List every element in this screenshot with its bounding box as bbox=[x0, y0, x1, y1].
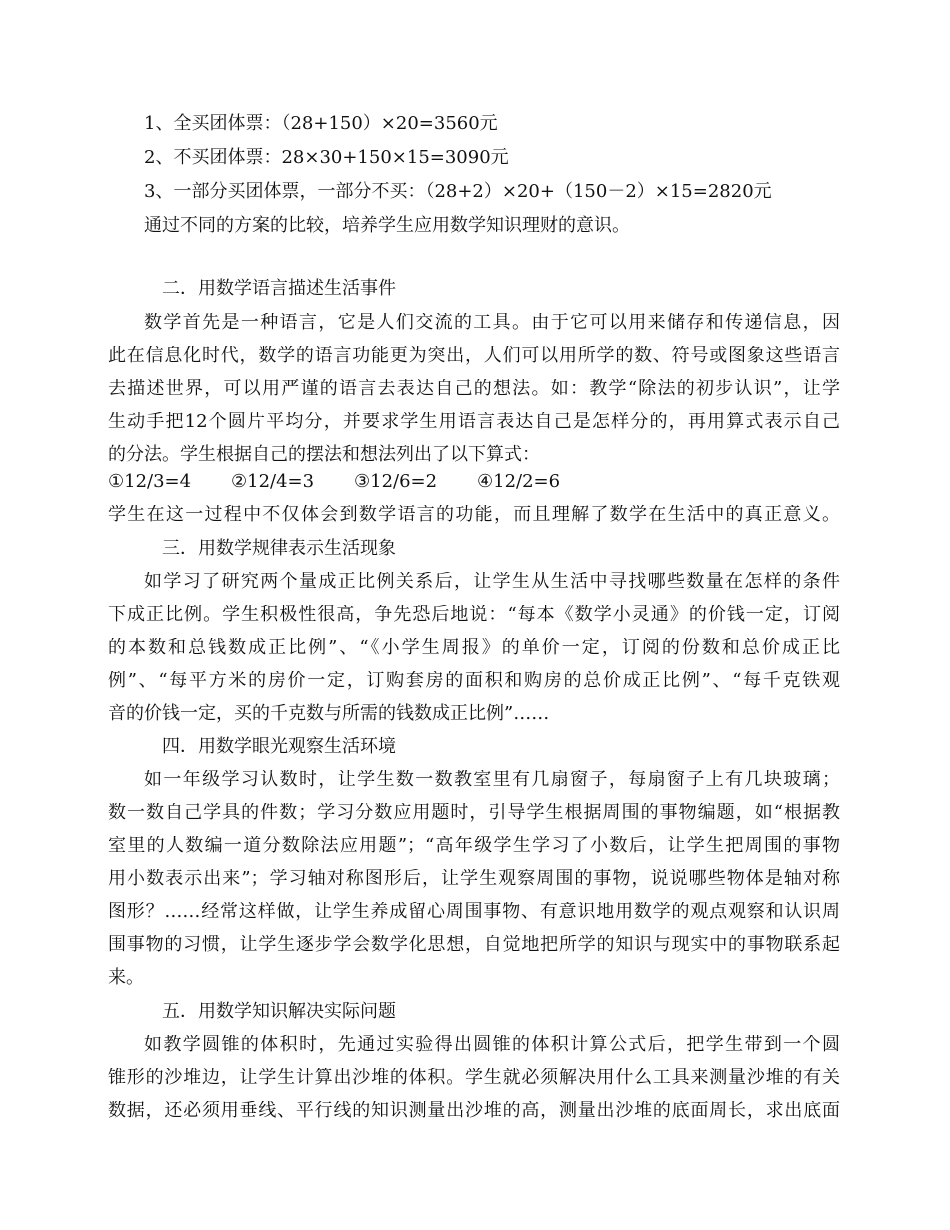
paragraph-line: 如教学圆锥的体积时，先通过实验得出圆锥的体积计算公式后，把学生带到一个圆 bbox=[144, 1035, 840, 1055]
paragraph-line: 室里的人数编一道分数除法应用题”；“高年级学生学习了小数后，让学生把周围的事物 bbox=[108, 836, 840, 856]
paragraph-line: 如学习了研究两个量成正比例关系后，让学生从生活中寻找哪些数量在怎样的条件 bbox=[144, 572, 840, 592]
paragraph-line: 数一数自己学具的件数；学习分数应用题时，引导学生根据周围的事物编题，如“根据教 bbox=[108, 803, 840, 823]
section-3-heading: 三．用数学规律表示生活现象 bbox=[162, 538, 396, 559]
formula-3: ③12/6=2 bbox=[354, 471, 438, 492]
paragraph-line: 下成正比例。学生积极性很高，争先恐后地说：“每本《数学小灵通》的价钱一定，订阅 bbox=[108, 605, 840, 625]
paragraph-line: 数学首先是一种语言，它是人们交流的工具。由于它可以用来储存和传递信息，因 bbox=[144, 313, 840, 333]
ticket-plan-1: 1、全买团体票：（28+150）×20=3560元 bbox=[144, 113, 498, 134]
paragraph-line: 围事物的习惯，让学生逐步学会数学化思想，自觉地把所学的知识与现实中的事物联系起 bbox=[108, 935, 840, 955]
formula-1: ①12/3=4 bbox=[108, 471, 192, 492]
paragraph-line: 去描述世界，可以用严谨的语言去表达自己的想法。如：教学“除法的初步认识”，让学 bbox=[108, 379, 840, 399]
paragraph-line: 音的价钱一定，买的千克数与所需的钱数成正比例”…… bbox=[108, 703, 550, 724]
paragraph-line: 数据，还必须用垂线、平行线的知识测量出沙堆的高，测量出沙堆的底面周长，求出底面 bbox=[108, 1101, 840, 1121]
paragraph-line: 如一年级学习认数时，让学生数一数教室里有几扇窗子，每扇窗子上有几块玻璃； bbox=[144, 770, 840, 790]
ticket-summary: 通过不同的方案的比较，培养学生应用数学知识理财的意识。 bbox=[144, 215, 630, 236]
formula-2: ②12/4=3 bbox=[231, 471, 315, 492]
paragraph-line: 锥形的沙堆边，让学生计算出沙堆的体积。学生就必须解决用什么工具来测量沙堆的有关 bbox=[108, 1068, 840, 1088]
paragraph-line: 此在信息化时代，数学的语言功能更为突出，人们可以用所学的数、符号或图象这些语言 bbox=[108, 346, 840, 366]
paragraph-line: 的本数和总钱数成正比例”、“《小学生周报》的单价一定，订阅的份数和总价成正比 bbox=[108, 638, 840, 658]
paragraph-line: 来。 bbox=[108, 967, 144, 988]
section-5-heading: 五．用数学知识解决实际问题 bbox=[162, 1001, 396, 1022]
division-formulas bbox=[108, 472, 560, 492]
paragraph-line: 例”、“每平方米的房价一定，订购套房的面积和购房的总价成正比例”、“每千克铁观 bbox=[108, 671, 840, 691]
section-4-heading: 四．用数学眼光观察生活环境 bbox=[162, 736, 396, 757]
section-2-heading: 二．用数学语言描述生活事件 bbox=[162, 278, 396, 299]
paragraph-line: 的分法。学生根据自己的摆法和想法列出了以下算式： bbox=[108, 444, 540, 465]
ticket-plan-3: 3、一部分买团体票，一部分不买：（28+2）×20+（150－2）×15=2820元 bbox=[144, 181, 772, 202]
paragraph-line: 用小数表示出来”；学习轴对称图形后，让学生观察周围的事物，说说哪些物体是轴对称 bbox=[108, 869, 840, 889]
paragraph-line: 图形？……经常这样做，让学生养成留心周围事物、有意识地用数学的观点观察和认识周 bbox=[108, 902, 840, 922]
ticket-plan-2: 2、不买团体票：28×30+150×15=3090元 bbox=[144, 147, 509, 168]
paragraph-line: 生动手把12个圆片平均分，并要求学生用语言表达自己是怎样分的，再用算式表示自己 bbox=[108, 412, 840, 432]
formula-4: ④12/2=6 bbox=[477, 471, 561, 492]
section-2-closing: 学生在这一过程中不仅体会到数学语言的功能，而且理解了数学在生活中的真正意义。 bbox=[108, 505, 840, 525]
